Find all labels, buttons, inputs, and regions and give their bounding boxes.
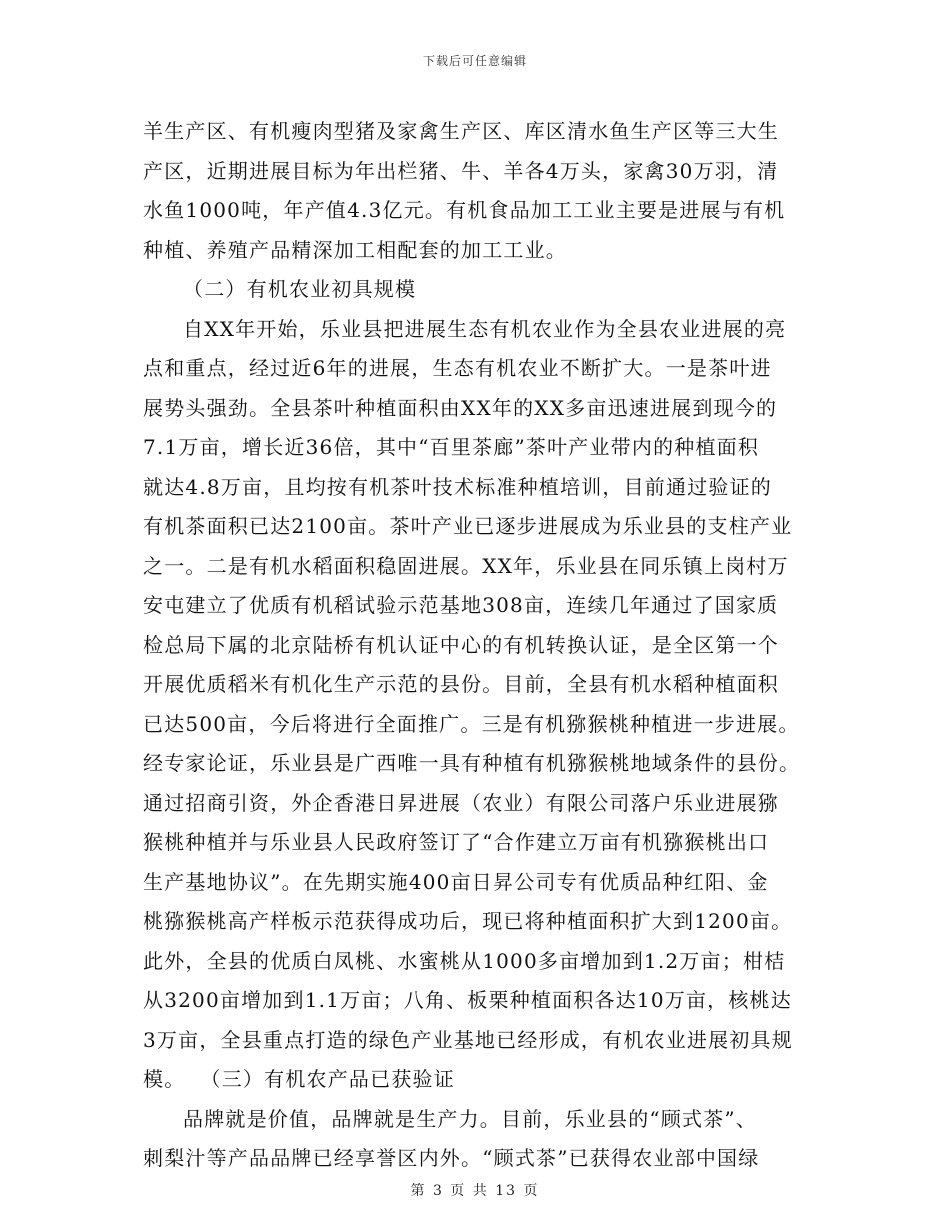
text-line: 生产基地协议”。在先期实施400亩日昇公司专有优质品种红阳、金 — [143, 869, 769, 894]
text-line: 安屯建立了优质有机稻试验示范基地308亩，连续几年通过了国家质 — [143, 593, 779, 617]
text-line: 7.1万亩，增长近36倍，其中“百里茶廊”茶叶产业带内的种植面积 — [143, 435, 760, 459]
text-line: 水鱼1000吨，年产值4.3亿元。有机食品加工工业主要是进展与有机 — [143, 198, 786, 222]
text-line: 通过招商引资，外企香港日昇进展（农业）有限公司落户乐业进展猕 — [143, 790, 779, 815]
text-line: 开展优质稻米有机化生产示范的县份。目前，全县有机水稻种植面积 — [143, 672, 779, 696]
page-footer: 第 3 页 共 13 页 — [410, 1183, 540, 1199]
text-line: 模。 （三）有机农产品已获验证 — [143, 1067, 455, 1091]
text-line: 检总局下属的北京陆桥有机认证中心的有机转换认证，是全区第一个 — [143, 632, 779, 657]
section-heading: （二）有机农业初具规模 — [183, 277, 417, 301]
text-line: 种植、养殖产品精深加工相配套的加工工业。 — [143, 237, 567, 262]
text-line: 刺梨汁等产品品牌已经享誉区内外。“顾式茶”已获得农业部中国绿 — [143, 1146, 760, 1170]
text-line: 猴桃种植并与乐业县人民政府签订了“合作建立万亩有机猕猴桃出口 — [143, 830, 770, 854]
text-line: 展势头强劲。全县茶叶种植面积由XX年的XX多亩迅速进展到现今的 — [143, 395, 778, 420]
text-line: 已达500亩，今后将进行全面推广。三是有机猕猴桃种植进一步进展。 — [143, 711, 800, 736]
text-line: 之一。二是有机水稻面积稳固进展。XX年，乐业县在同乐镇上岗村万 — [143, 553, 789, 578]
text-line: 桃猕猴桃高产样板示范获得成功后，现已将种植面积扩大到1200亩。 — [143, 909, 793, 933]
text-line: 从3200亩增加到1.1万亩；八角、板栗种植面积各达10万亩，核桃达 — [143, 988, 792, 1012]
text-line: 自XX年开始，乐业县把进展生态有机农业作为全县农业进展的亮 — [183, 316, 787, 341]
text-line: 就达4.8万亩，且均按有机茶叶技术标准种植培训，目前通过验证的 — [143, 474, 773, 499]
header-note: 下载后可任意编辑 — [422, 54, 527, 68]
text-line: 此外，全县的优质白凤桃、水蜜桃从1000多亩增加到1.2万亩；柑桔 — [143, 948, 786, 973]
text-line: 羊生产区、有机瘦肉型猪及家禽生产区、库区清水鱼生产区等三大生 — [143, 119, 779, 143]
text-line: 品牌就是价值，品牌就是生产力。目前，乐业县的“顾式茶”、 — [183, 1106, 758, 1131]
text-line: 经专家论证，乐业县是广西唯一具有种植有机猕猴桃地域条件的县份。 — [143, 751, 801, 775]
text-line: 有机茶面积已达2100亩。茶叶产业已逐步进展成为乐业县的支柱产业 — [143, 514, 793, 538]
document-body — [143, 112, 807, 1179]
text-line: 3万亩，全县重点打造的绿色产业基地已经形成，有机农业进展初具规 — [143, 1027, 793, 1052]
text-line: 点和重点，经过近6年的进展，生态有机农业不断扩大。一是茶叶进 — [143, 356, 772, 380]
text-line: 产区，近期进展目标为年出栏猪、牛、羊各4万头，家禽30万羽，清 — [143, 158, 779, 183]
